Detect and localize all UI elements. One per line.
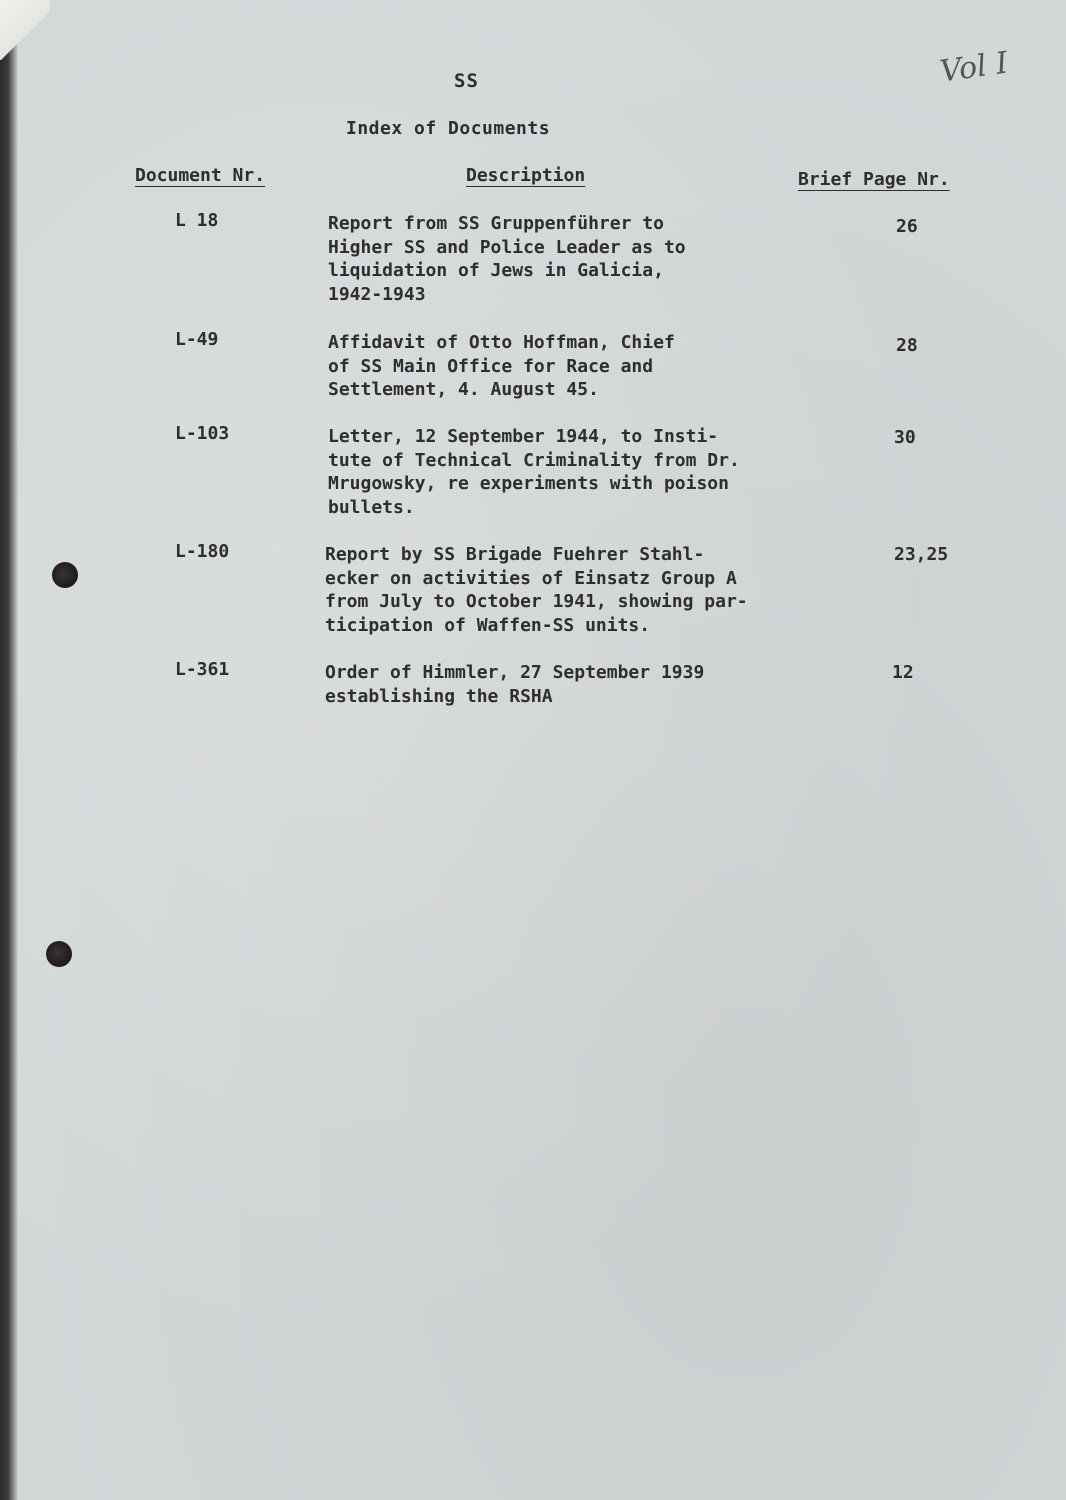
page-title: Index of Documents bbox=[346, 118, 551, 139]
folded-corner bbox=[0, 0, 50, 60]
document-description: Order of Himmler, 27 September 1939 establishing the RSHA bbox=[325, 662, 705, 707]
document-number: L-103 bbox=[175, 423, 230, 444]
document-number: L 18 bbox=[175, 210, 219, 231]
header-code: SS bbox=[454, 70, 479, 92]
column-header-document: Document Nr. bbox=[135, 165, 266, 186]
column-header-description: Description bbox=[466, 165, 586, 186]
document-number: L-361 bbox=[175, 659, 230, 680]
page-number: 12 bbox=[892, 662, 914, 683]
page-number: 30 bbox=[894, 427, 916, 448]
scan-edge-shadow bbox=[0, 0, 18, 1500]
page-number: 23,25 bbox=[894, 544, 949, 565]
column-header-page: Brief Page Nr. bbox=[798, 169, 950, 190]
document-number: L-49 bbox=[175, 329, 219, 350]
document-description: Report from SS Gruppenführer to Higher SS and Police Leader as to liquidation of Jews in Galicia, 1942-1943 bbox=[328, 213, 686, 305]
document-description: Report by SS Brigade Fuehrer Stahl- ecker on activities of Einsatz Group A from July to October 1941, showing par- ticipation of Waffen-SS units. bbox=[325, 544, 748, 636]
document-number: L-180 bbox=[175, 541, 230, 562]
document-description: Affidavit of Otto Hoffman, Chief of SS Main Office for Race and Settlement, 4. August 45. bbox=[328, 332, 675, 400]
page-number: 28 bbox=[896, 335, 918, 356]
document-description: Letter, 12 September 1944, to Insti- tute of Technical Criminality from Dr. Mrugowsky, re experiments with poison bullets. bbox=[328, 426, 740, 518]
punch-hole-icon bbox=[46, 941, 72, 967]
page-number: 26 bbox=[896, 216, 918, 237]
punch-hole-icon bbox=[52, 562, 78, 588]
volume-note: Vol I bbox=[937, 45, 1011, 90]
